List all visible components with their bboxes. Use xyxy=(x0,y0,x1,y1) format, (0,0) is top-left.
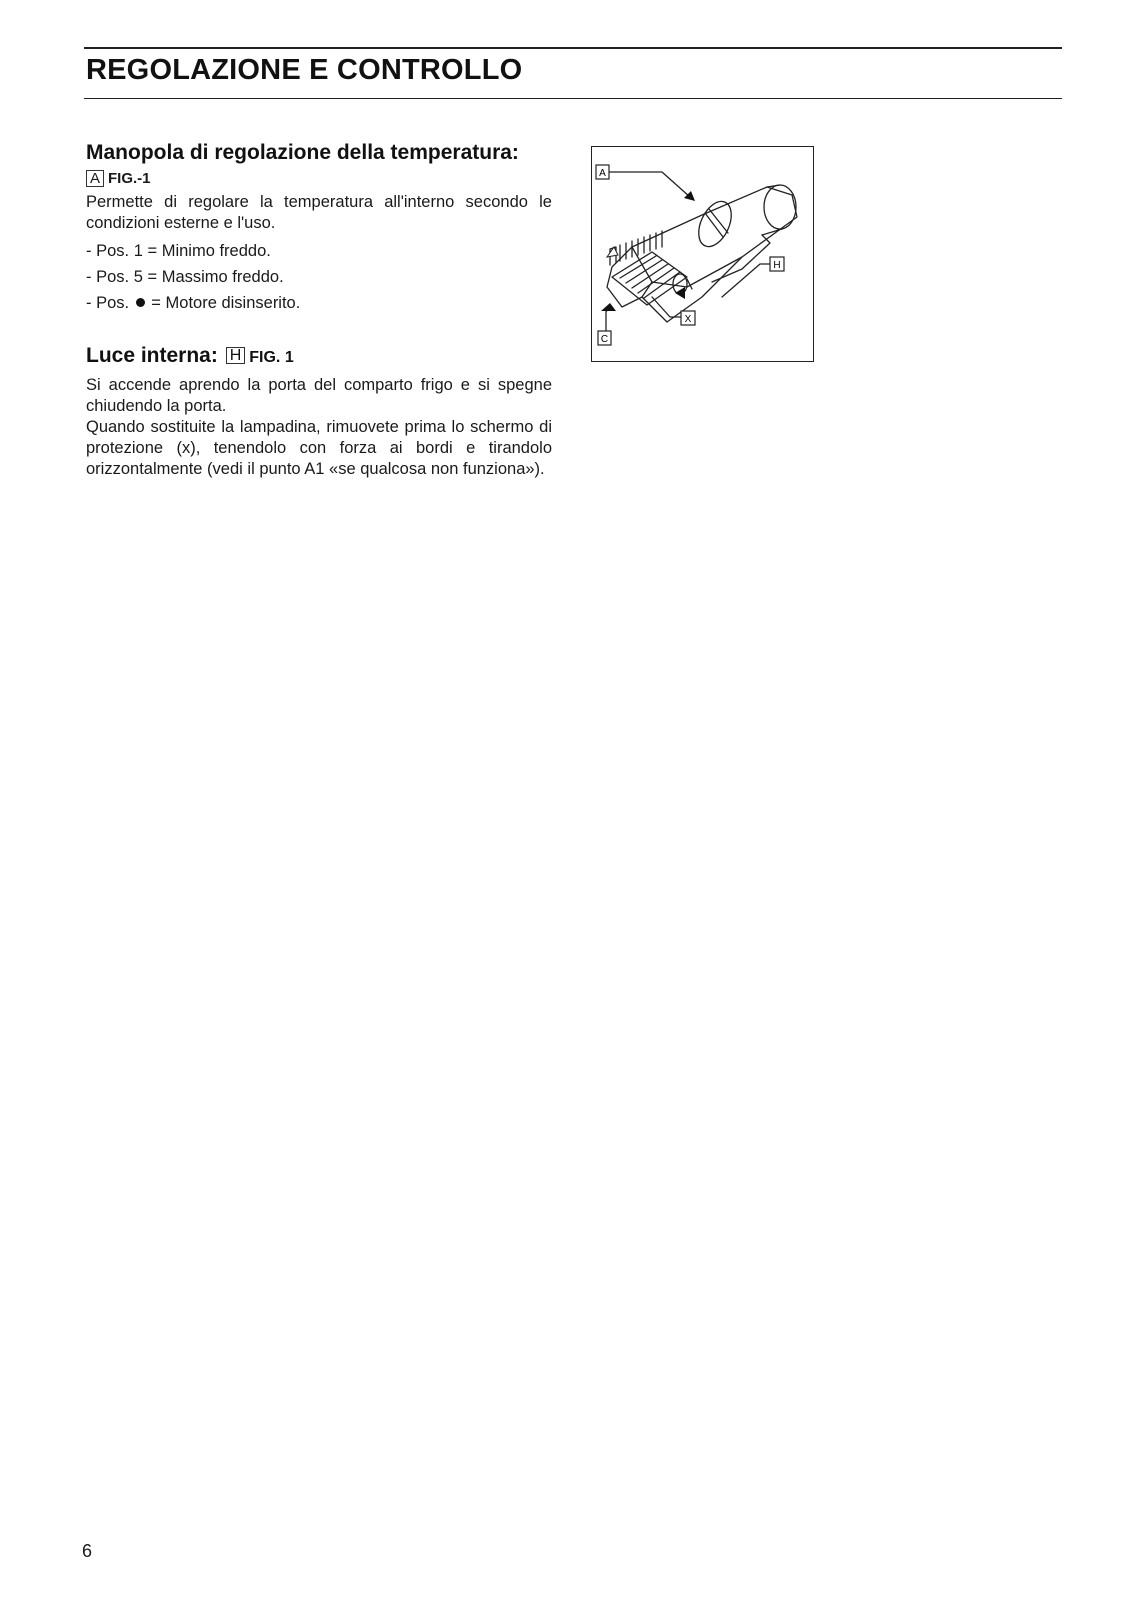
header-rule-bottom xyxy=(84,98,1062,99)
position-prefix: - Pos. xyxy=(86,294,130,312)
position-prefix: - Pos. xyxy=(86,268,130,286)
page-number: 6 xyxy=(82,1541,93,1561)
light-heading xyxy=(86,343,552,371)
thermostat-fig-label: FIG.-1 xyxy=(108,170,151,187)
thermostat-figure xyxy=(591,146,814,362)
thermostat-heading: Manopola di regolazione della temperatura: xyxy=(86,141,519,164)
position-item-max xyxy=(86,264,552,290)
header-rule-top xyxy=(84,47,1062,49)
light-section xyxy=(86,343,552,480)
light-paragraph-1: Si accende aprendo la porta del comparto frigo e si spegne chiudendo la porta. xyxy=(86,376,552,415)
position-text: = Motore disinserito. xyxy=(151,294,301,312)
position-list xyxy=(86,238,552,316)
light-paragraph-2: Quando sostituite la lampadina, rimuovete prima lo schermo di protezione (x), tenendolo con forza ai bordi e tirandolo orizzontalmente (vedi il punto A1 «se qualcosa non funziona»). xyxy=(86,418,552,478)
position-text: = Minimo freddo. xyxy=(147,242,271,260)
position-text: = Massimo freddo. xyxy=(147,268,284,286)
position-value: 5 xyxy=(133,268,143,286)
page-title: REGOLAZIONE E CONTROLLO xyxy=(86,54,523,86)
light-fig-label: FIG. 1 xyxy=(249,349,294,366)
thermostat-intro: Permette di regolare la temperatura all'interno secondo le condizioni esterne e l'uso. xyxy=(86,193,552,232)
thermostat-section xyxy=(86,140,552,316)
thermostat-diagram xyxy=(592,147,812,360)
filled-dot-icon xyxy=(136,298,145,307)
figure-label-h: H xyxy=(773,260,781,271)
position-prefix: - Pos. xyxy=(86,242,130,260)
position-item-min xyxy=(86,238,552,264)
light-key-box: H xyxy=(226,347,246,364)
thermostat-key-box: A xyxy=(86,170,104,187)
position-item-off xyxy=(86,290,552,316)
figure-label-a: A xyxy=(599,168,606,179)
figure-label-c: C xyxy=(600,334,609,345)
thermostat-figure-reference xyxy=(86,169,552,189)
position-value: 1 xyxy=(133,242,143,260)
light-heading-text: Luce interna: xyxy=(86,344,218,367)
figure-label-x: X xyxy=(684,314,692,325)
